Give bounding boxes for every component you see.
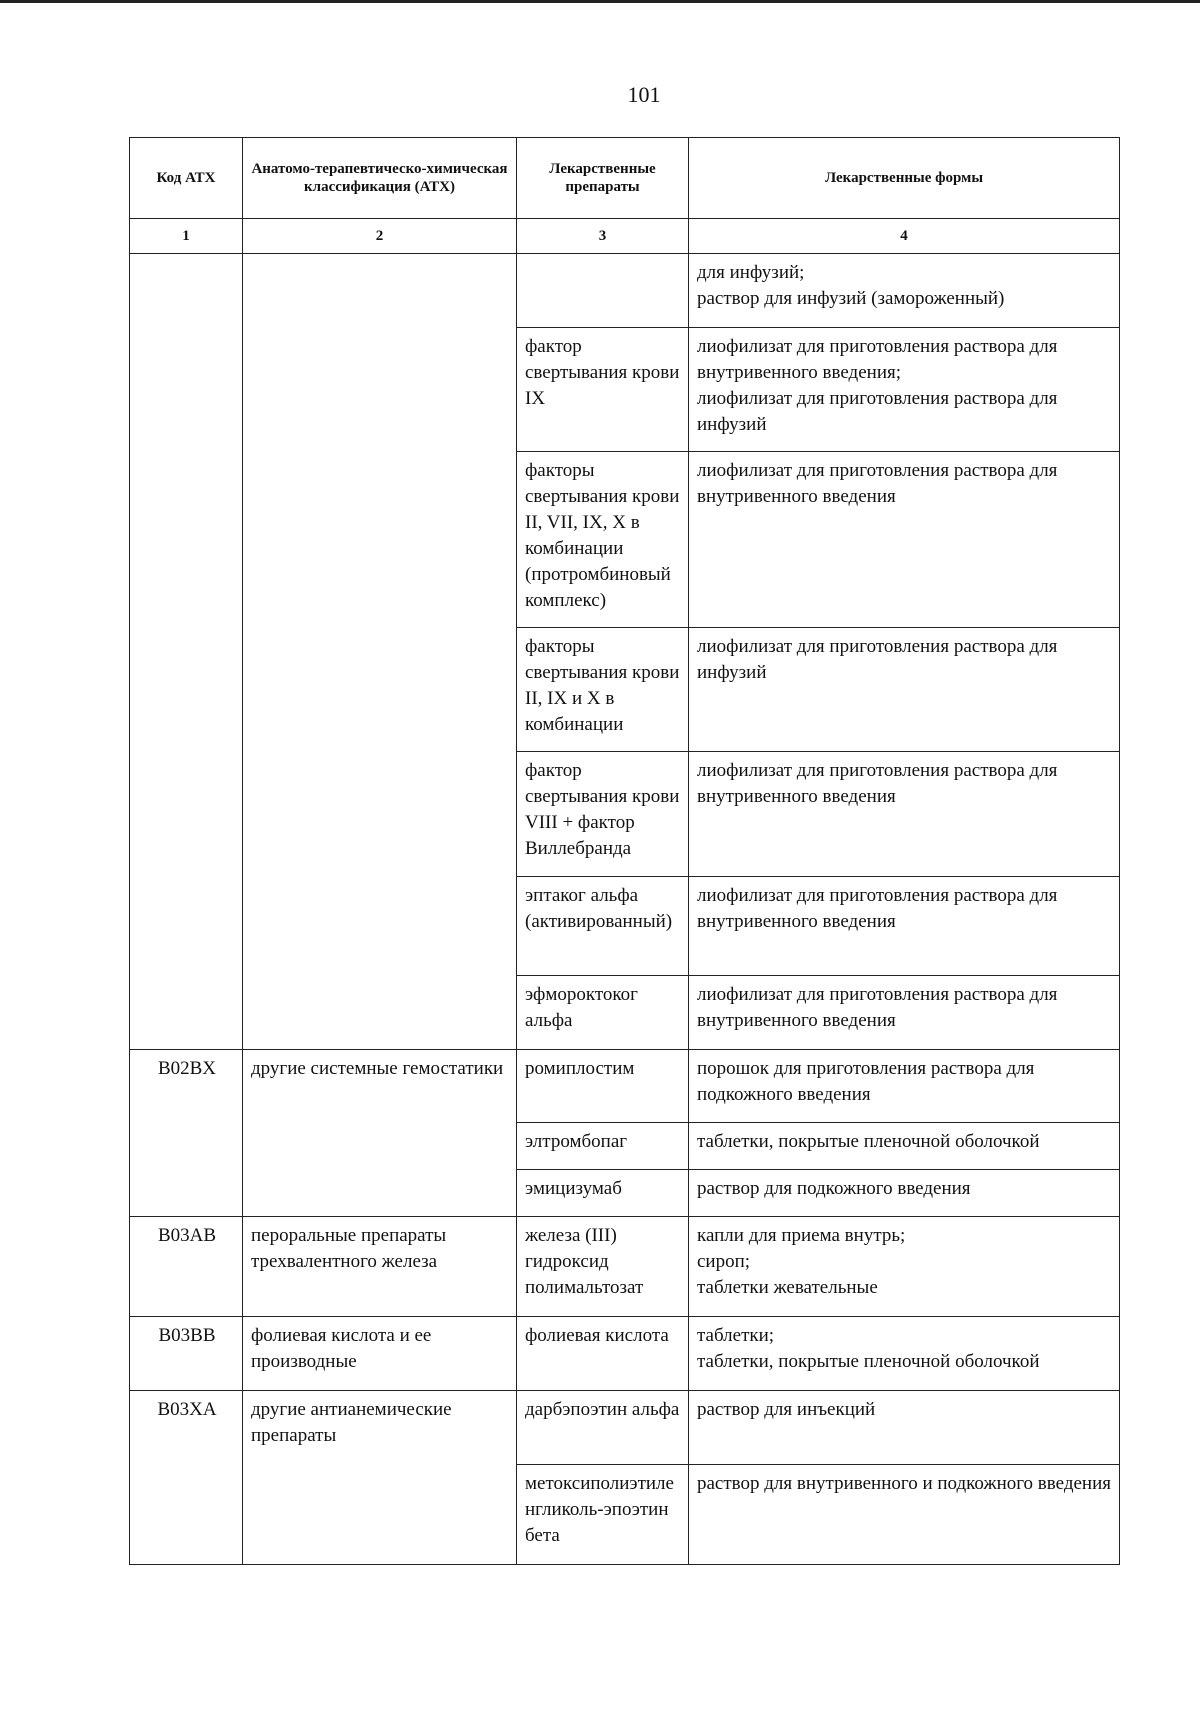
- drug-cell: эфмороктоког альфа: [517, 976, 689, 1050]
- page-number: 101: [627, 82, 661, 107]
- header-atc-classification: Анатомо-терапевтическо-химическая классификация (АТХ): [243, 138, 517, 219]
- dosage-form-cell: таблетки; таблетки, покрытые пленочной оболочкой: [689, 1317, 1120, 1391]
- drug-cell: фактор свертывания крови IX: [517, 328, 689, 452]
- atc-classification-cell: фолиевая кислота и ее производные: [243, 1317, 517, 1391]
- atc-code-cell: B03BB: [130, 1317, 243, 1391]
- dosage-form-cell: капли для приема внутрь; сироп; таблетки жевательные: [689, 1217, 1120, 1317]
- atc-classification-cell: [243, 254, 517, 1050]
- drug-cell: эптаког альфа (активированный): [517, 877, 689, 976]
- atc-classification-cell: другие системные гемостатики: [243, 1050, 517, 1217]
- table-row: [130, 1050, 1120, 1123]
- atc-code-cell: B03XA: [130, 1391, 243, 1565]
- column-number: 1: [130, 219, 243, 254]
- column-number-row: [130, 219, 1120, 254]
- table-row: [130, 1317, 1120, 1391]
- atc-code-cell: [130, 254, 243, 1050]
- table-row: [130, 1391, 1120, 1465]
- drug-cell: факторы свертывания крови II, IX и X в комбинации: [517, 628, 689, 752]
- column-number: 4: [689, 219, 1120, 254]
- drug-cell: фактор свертывания крови VIII + фактор Виллебранда: [517, 752, 689, 877]
- dosage-form-cell: раствор для внутривенного и подкожного введения: [689, 1465, 1120, 1565]
- dosage-form-cell: лиофилизат для приготовления раствора для внутривенного введения: [689, 752, 1120, 877]
- drug-cell: фолиевая кислота: [517, 1317, 689, 1391]
- dosage-form-cell: лиофилизат для приготовления раствора для внутривенного введения: [689, 877, 1120, 976]
- dosage-form-cell: таблетки, покрытые пленочной оболочкой: [689, 1123, 1120, 1170]
- drug-cell: железа (III) гидроксид полимальтозат: [517, 1217, 689, 1317]
- drug-cell: ромиплостим: [517, 1050, 689, 1123]
- table-row: [130, 254, 1120, 328]
- header-dosage-forms: Лекарственные формы: [689, 138, 1120, 219]
- dosage-form-cell: для инфузий; раствор для инфузий (замороженный): [689, 254, 1120, 328]
- drug-cell: факторы свертывания крови II, VII, IX, X в комбинации (протромбиновый комплекс): [517, 452, 689, 628]
- top-border-line: [0, 0, 1200, 3]
- header-row: [130, 138, 1120, 219]
- drug-cell: метоксиполиэтиленгликоль-эпоэтин бета: [517, 1465, 689, 1565]
- dosage-form-cell: лиофилизат для приготовления раствора для инфузий: [689, 628, 1120, 752]
- column-number: 2: [243, 219, 517, 254]
- dosage-form-cell: порошок для приготовления раствора для подкожного введения: [689, 1050, 1120, 1123]
- drug-cell: элтромбопаг: [517, 1123, 689, 1170]
- dosage-form-cell: лиофилизат для приготовления раствора для внутривенного введения; лиофилизат для приготовления раствора для инфузий: [689, 328, 1120, 452]
- dosage-form-cell: лиофилизат для приготовления раствора для внутривенного введения: [689, 452, 1120, 628]
- drug-cell: [517, 254, 689, 328]
- dosage-form-cell: раствор для инъекций: [689, 1391, 1120, 1465]
- drug-table: [129, 137, 1120, 1565]
- atc-code-cell: B03AB: [130, 1217, 243, 1317]
- header-atc-code: Код АТХ: [130, 138, 243, 219]
- atc-classification-cell: пероральные препараты трехвалентного железа: [243, 1217, 517, 1317]
- dosage-form-cell: лиофилизат для приготовления раствора для внутривенного введения: [689, 976, 1120, 1050]
- drug-cell: дарбэпоэтин альфа: [517, 1391, 689, 1465]
- dosage-form-cell: раствор для подкожного введения: [689, 1170, 1120, 1217]
- table-row: [130, 1217, 1120, 1317]
- header-drugs: Лекарственные препараты: [517, 138, 689, 219]
- drug-cell: эмицизумаб: [517, 1170, 689, 1217]
- column-number: 3: [517, 219, 689, 254]
- atc-code-cell: B02BX: [130, 1050, 243, 1217]
- atc-classification-cell: другие антианемические препараты: [243, 1391, 517, 1565]
